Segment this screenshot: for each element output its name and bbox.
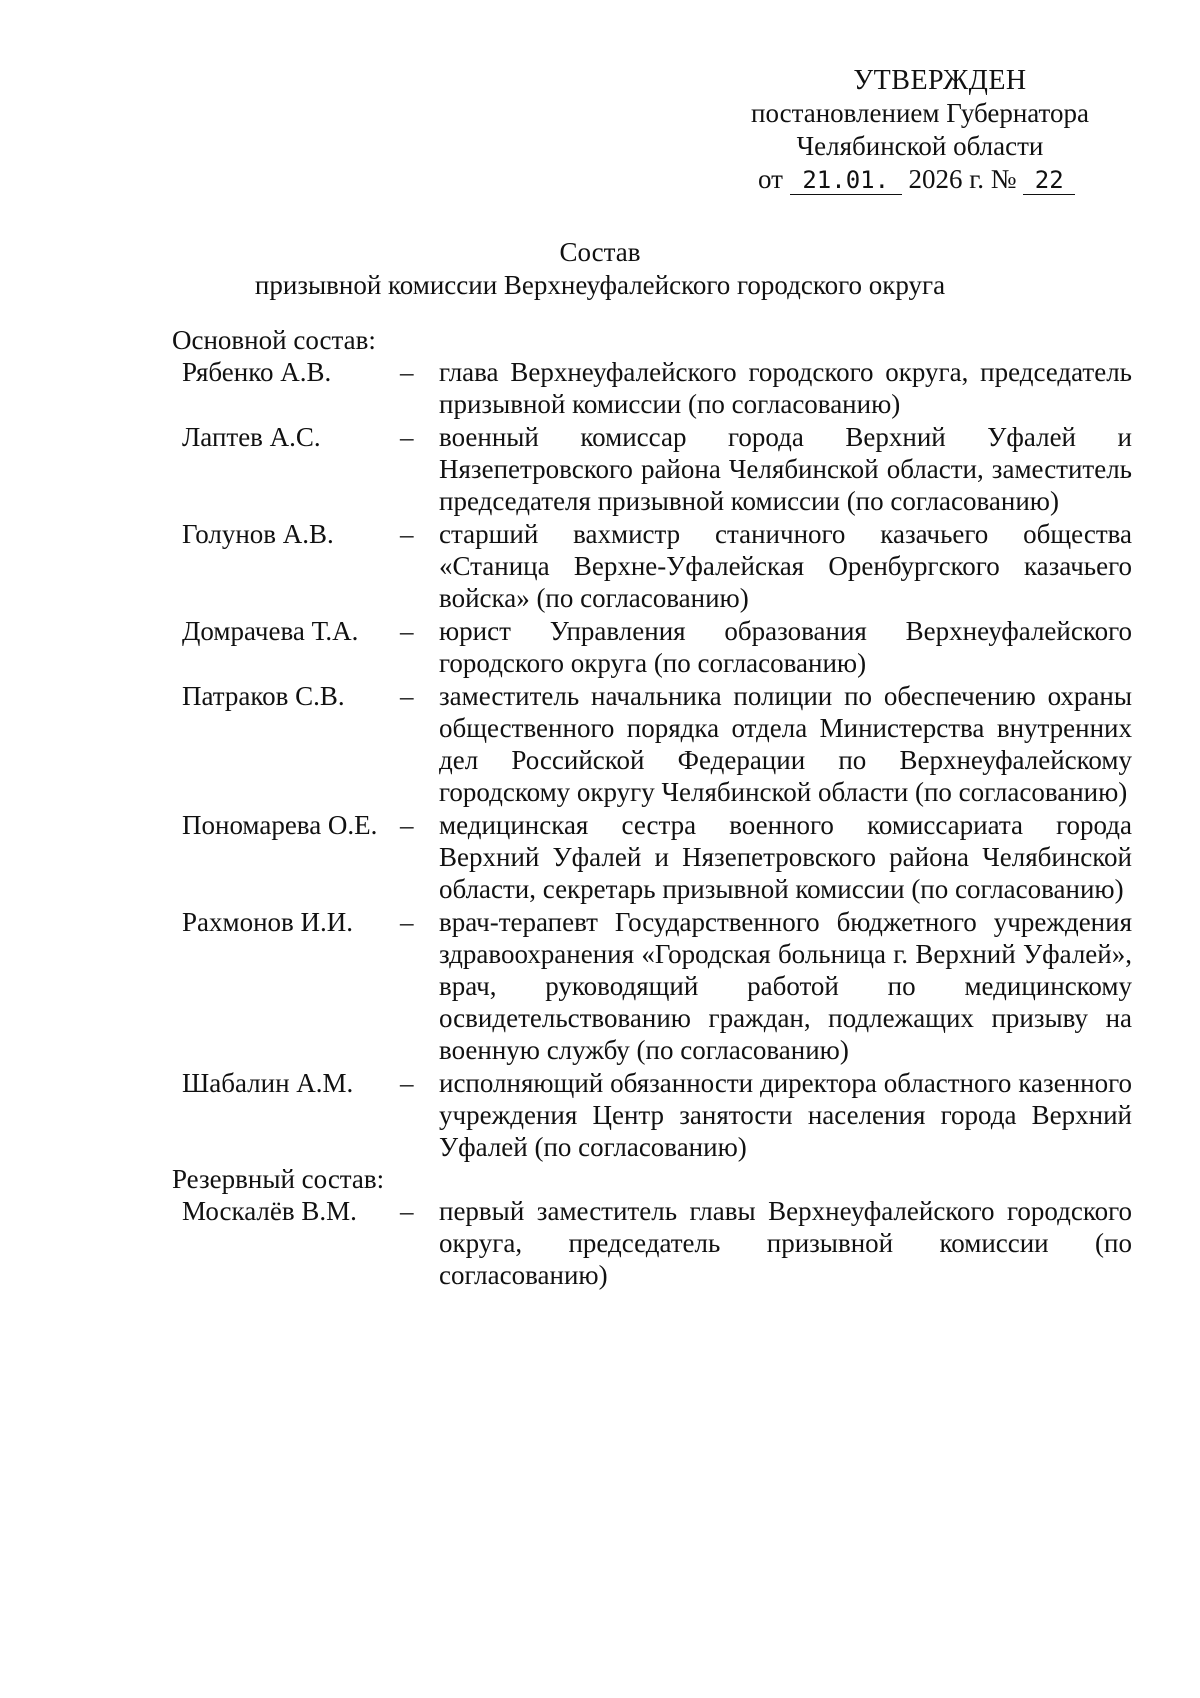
member-role: исполняющий обязанности директора областного казенного учреждения Центр занятости населения города Верхний Уфалей (по согласованию): [439, 1068, 1132, 1162]
member-role: юрист Управления образования Верхнеуфалейского городского округа (по согласованию): [439, 616, 1132, 678]
decree-number: 22: [1023, 166, 1075, 195]
member-role: первый заместитель главы Верхнеуфалейского городского округа, председатель призывной комиссии (по согласованию): [439, 1196, 1132, 1290]
main-section-label: Основной состав:: [172, 325, 376, 355]
document-subtitle: призывной комиссии Верхнеуфалейского городского округа: [254, 270, 946, 300]
date-prefix: от: [758, 164, 783, 194]
member-name: Пономарева О.Е.: [182, 810, 378, 840]
date-value: 21.01.: [790, 166, 902, 195]
member-name: Рахмонов И.И.: [182, 907, 354, 937]
member-row: [172, 809, 1132, 905]
member-dash: –: [400, 907, 414, 937]
approval-date-line: [700, 163, 1140, 196]
member-name: Патраков С.В.: [182, 681, 345, 711]
member-dash: –: [400, 1068, 414, 1098]
member-name: Рябенко А.В.: [182, 357, 332, 387]
member-name: Москалёв В.М.: [182, 1196, 357, 1226]
main-members-list: [172, 356, 1132, 1163]
member-role: глава Верхнеуфалейского городского округа, председатель призывной комиссии (по согласованию): [439, 357, 1132, 419]
member-row: [172, 906, 1132, 1066]
member-dash: –: [400, 422, 414, 452]
member-row: [172, 421, 1132, 517]
commission-list: [172, 324, 1132, 1291]
document-title: Состав: [559, 237, 641, 267]
member-dash: –: [400, 519, 414, 549]
member-name: Домрачева Т.А.: [182, 616, 359, 646]
member-row: [172, 680, 1132, 808]
approval-status: УТВЕРЖДЕН: [853, 65, 1027, 96]
reserve-section-label: Резервный состав:: [172, 1164, 385, 1194]
member-role: врач-терапевт Государственного бюджетного учреждения здравоохранения «Городская больница г. Верхний Уфалей», врач, руководящий работой по медицинскому освидетельствованию граждан, подлежащих призыву на военную службу (по согласованию): [439, 907, 1132, 1065]
member-dash: –: [400, 357, 414, 387]
approval-block: [700, 64, 1140, 196]
member-name: Шабалин А.М.: [182, 1068, 354, 1098]
member-name: Голунов А.В.: [182, 519, 334, 549]
member-role: старший вахмистр станичного казачьего общества «Станица Верхне-Уфалейская Оренбургского казачьего войска» (по согласованию): [439, 519, 1132, 613]
member-dash: –: [400, 810, 414, 840]
member-dash: –: [400, 1196, 414, 1226]
member-dash: –: [400, 681, 414, 711]
member-row: [172, 1067, 1132, 1163]
approval-line-2: Челябинской области: [796, 131, 1044, 161]
member-row: [172, 615, 1132, 679]
reserve-members-list: [172, 1195, 1132, 1291]
member-row: [172, 1195, 1132, 1291]
member-role: медицинская сестра военного комиссариата города Верхний Уфалей и Нязепетровского района Челябинской области, секретарь призывной комиссии (по согласованию): [439, 810, 1132, 904]
member-name: Лаптев А.С.: [182, 422, 321, 452]
member-role: заместитель начальника полиции по обеспечению охраны общественного порядка отдела Министерства внутренних дел Российской Федерации по Верхнеуфалейскому городскому округу Челябинской области (по согласованию): [439, 681, 1132, 807]
member-row: [172, 356, 1132, 420]
approval-line-1: постановлением Губернатора: [751, 98, 1089, 128]
year-text: 2026 г. №: [908, 164, 1017, 194]
member-dash: –: [400, 616, 414, 646]
member-role: военный комиссар города Верхний Уфалей и Нязепетровского района Челябинской области, заместитель председателя призывной комиссии (по согласованию): [439, 422, 1132, 516]
member-row: [172, 518, 1132, 614]
